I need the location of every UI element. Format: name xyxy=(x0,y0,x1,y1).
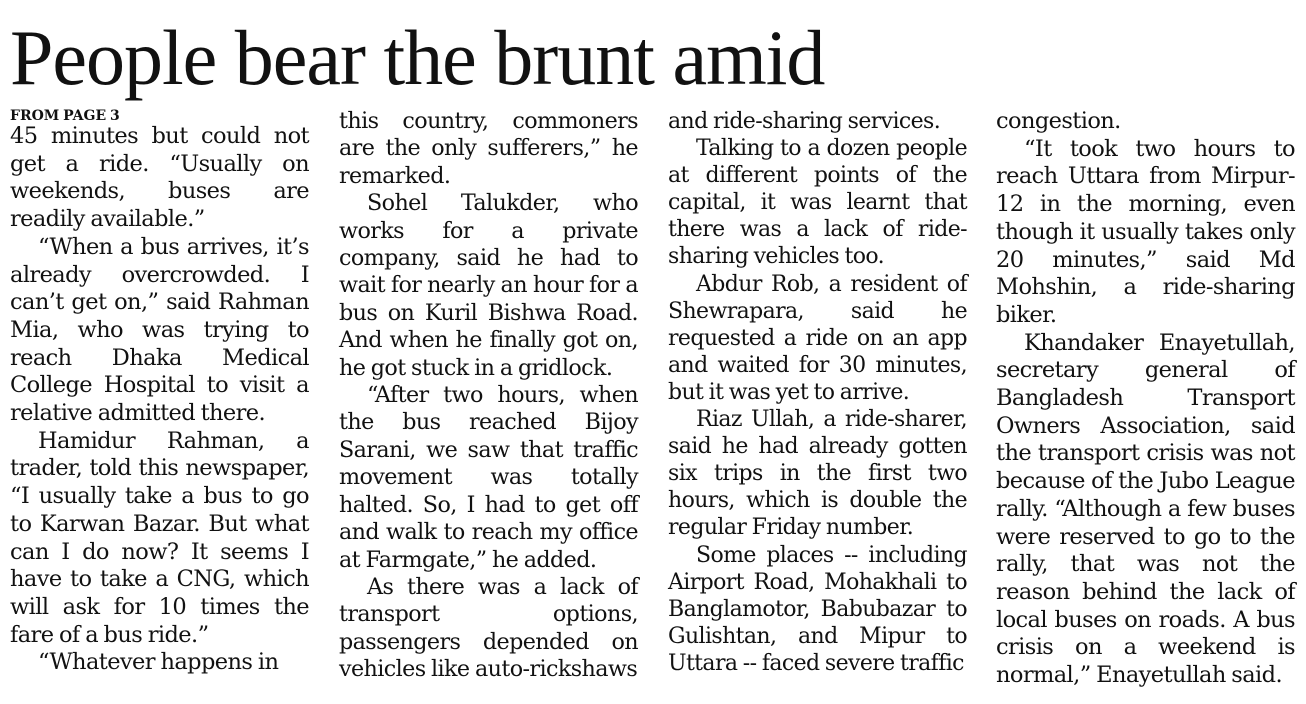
paragraph: this country, commoners are the only sufferers,” he remarked. xyxy=(339,108,638,189)
paragraph: Hamidur Rahman, a trader, told this newspaper, “I usually take a bus to go to Karwan Bazar. But what can I do now? It seems I have to take a CNG, which will ask for 10 times the fare of a bus ride.” xyxy=(10,427,309,648)
paragraph: “It took two hours to reach Uttara from Mirpur-12 in the morning, even though it usually takes only 20 minutes,” said Md Mohshin, a ride-sharing biker. xyxy=(996,135,1295,328)
jump-label: FROM PAGE 3 xyxy=(10,108,120,124)
paragraph: Some places -- including Airport Road, Mohakhali to Banglamotor, Babubazar to Gulishtan, and Mipur to Uttara -- faced severe traffic xyxy=(668,542,967,676)
paragraph: Khandaker Enayetullah, secretary general of Bangladesh Transport Owners Association, said the transport crisis was not because of the Jubo League rally. “Although a few buses were reserved to go to the rally, that was not the reason behind the lack of local buses on roads. A bus crisis on a weekend is normal,” Enayetullah said. xyxy=(996,329,1295,689)
paragraph: congestion. xyxy=(996,108,1121,134)
paragraph: “Whatever happens in xyxy=(38,649,279,676)
article-column-1 xyxy=(10,108,309,677)
paragraph: Abdur Rob, a resident of Shewrapara, said he requested a ride on an app and waited for 30 minutes, but it was yet to arrive. xyxy=(668,271,967,405)
paragraph: “When a bus arrives, it’s already overcrowded. I can’t get on,” said Rahman Mia, who was trying to reach Dhaka Medical College Hospital to visit a relative admitted there. xyxy=(10,233,309,427)
paragraph: and ride-sharing services. xyxy=(668,109,941,134)
article-column-4 xyxy=(996,108,1295,690)
headline: People bear the brunt amid xyxy=(10,14,825,101)
paragraph: Riaz Ullah, a ride-sharer, said he had already gotten six trips in the first two hours, which is double the regular Friday number. xyxy=(668,407,967,541)
paragraph: Sohel Talukder, who works for a private company, said he had to wait for nearly an hour for a bus on Kuril Bishwa Road. And when he finally got on, he got stuck in a gridlock. xyxy=(339,190,638,381)
paragraph: “After two hours, when the bus reached Bijoy Sarani, we saw that traffic movement was totally halted. So, I had to get off and walk to reach my office at Farmgate,” he added. xyxy=(339,382,638,573)
paragraph: As there was a lack of transport options, passengers depended on vehicles like auto-rickshaws xyxy=(339,573,638,683)
paragraph: 45 minutes but could not get a ride. “Usually on weekends, buses are readily available.” xyxy=(10,123,309,233)
paragraph: Talking to a dozen people at different points of the capital, it was learnt that there was a lack of ride-sharing vehicles too. xyxy=(668,136,967,270)
article-column-2 xyxy=(339,108,638,684)
article-column-3 xyxy=(668,108,967,677)
